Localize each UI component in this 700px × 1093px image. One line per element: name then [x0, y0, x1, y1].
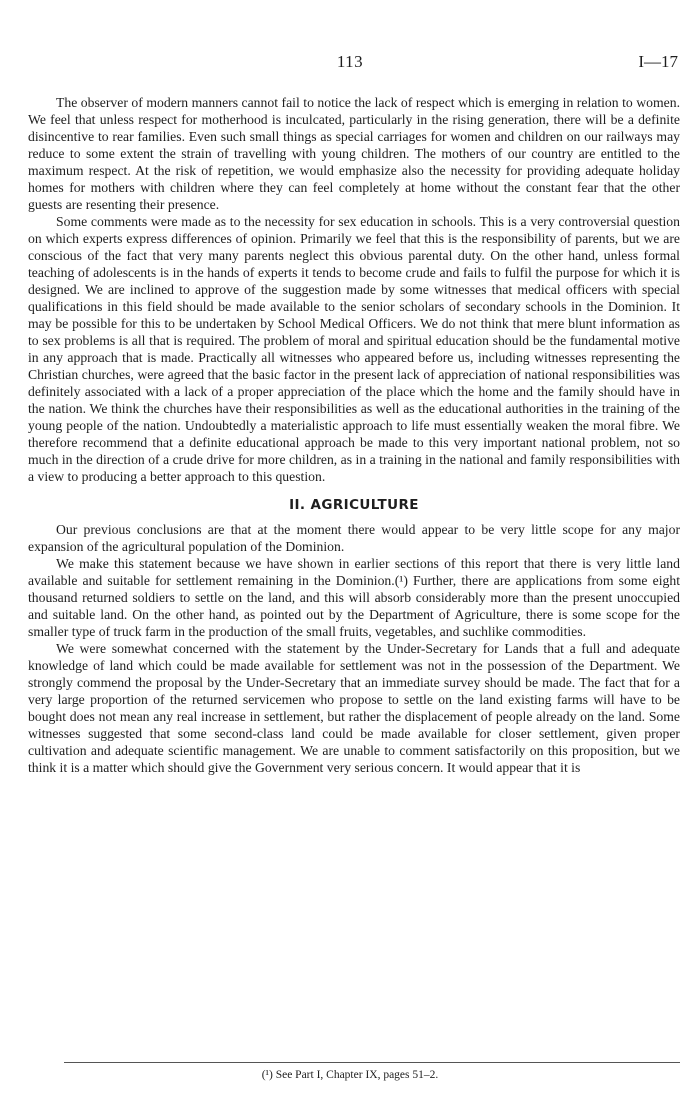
- paragraph-sex-education: Some comments were made as to the necessity for sex education in schools. This is a very controversial question on which experts express differences of opinion. Primarily we feel that this is the responsibility of parents, but we are conscious of the fact that very many parents neglect this obvious parental duty. On the other hand, unless formal teaching of adolescents is in the hands of experts it tends to become crude and fails to fulfil the purpose for which it is designed. We are inclined to approve of the suggestion made by some witnesses that medical officers with special qualifications in this field should be made available to the senior scholars of secondary schools in the Dominion. It may be possible for this to be undertaken by School Medical Officers. We do not think that mere blunt information as to sex problems is all that is required. The problem of moral and spiritual education should be the fundamental motive in any approach that is made. Practically all witnesses who appeared before us, including witnesses representing the Christian churches, were agreed that the basic factor in the present lack of appreciation of national responsibilities was definitely associated with a lack of a proper appreciation of the place which the home and the family should have in the nation. We think the churches have their responsibilities as well as the educational authorities in the training of the young people of the nation. Undoubtedly a materialistic approach to life must essentially weaken the moral fibre. We therefore recommend that a definite educational approach be made to this very important national problem, not so much in the direction of a crude drive for more children, as in a training in the national and family responsibilities with a view to producing a better approach to this question.: [28, 214, 680, 484]
- paragraph-agriculture-conclusions: Our previous conclusions are that at the moment there would appear to be very little scope for any major expansion of the agricultural population of the Dominion.: [28, 522, 680, 554]
- page-body: [28, 94, 680, 776]
- footnote-divider: [64, 1062, 680, 1063]
- page-number: 113: [336, 52, 364, 71]
- footnote: (¹) See Part I, Chapter IX, pages 51–2.: [261, 1069, 439, 1081]
- paragraph-land-availability: We make this statement because we have shown in earlier sections of this report that there is very little land available and suitable for settlement remaining in the Dominion.(¹) Further, there are applications from some eight thousand returned soldiers to settle on the land, and this will absorb considerably more than the present unoccupied and suitable land. On the other hand, as pointed out by the Department of Agriculture, there is some scope for the smaller type of truck farm in the production of the small fruits, vegetables, and suchlike commodities.: [28, 556, 680, 639]
- paragraph-land-survey: We were somewhat concerned with the statement by the Under-Secretary for Lands that a full and adequate knowledge of land which could be made available for settlement was not in the possession of the Department. We strongly commend the proposal by the Under-Secretary that an immediate survey should be made. The fact that for a very large proportion of the returned servicemen who propose to settle on the land existing farms will have to be bought does not mean any real increase in settlement, but rather the displacement of people already on the land. Some witnesses suggested that some second-class land could be made available for closer settlement, given proper cultivation and adequate scientific management. We are unable to comment satisfactorily on this proposition, but we think it is a matter which should give the Government very serious concern. It would appear that it is: [28, 641, 680, 775]
- section-heading-agriculture: II. AGRICULTURE: [289, 497, 419, 513]
- paragraph-motherhood: The observer of modern manners cannot fail to notice the lack of respect which is emerging in relation to women. We feel that unless respect for motherhood is inculcated, particularly in the rising generation, there will be a definite disincentive to rear families. Even such small things as special carriages for women and children on our railways may reduce to some extent the strain of travelling with young children. The mothers of our country are entitled to the maximum respect. At the risk of repetition, we would emphasize also the necessity for providing adequate holiday homes for mothers with children where they can feel completely at home without the constant fear that the other guests are resenting their presence.: [28, 95, 680, 212]
- section-identifier: I—17: [638, 52, 678, 71]
